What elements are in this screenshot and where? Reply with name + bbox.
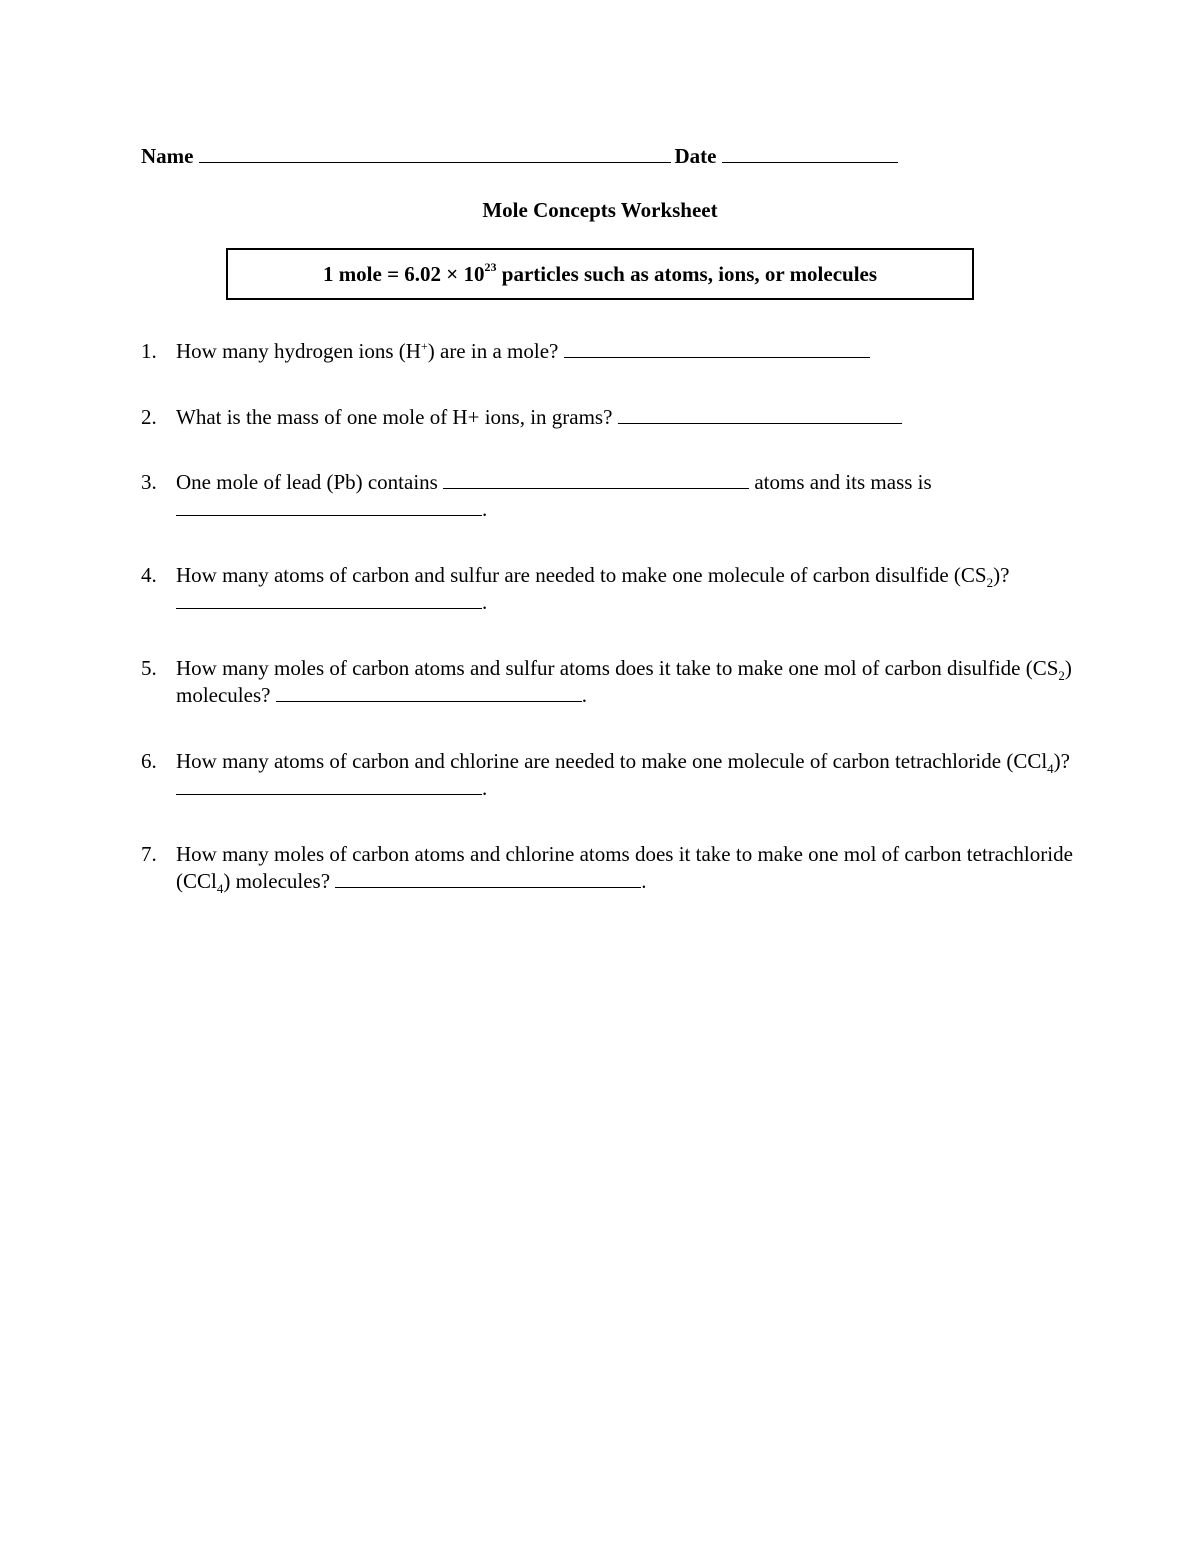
question-text: How many moles of carbon atoms and sulfur atoms does it take to make one mol of carbon disulfide (CS: [176, 656, 1059, 680]
question-text: How many moles of carbon atoms and chlorine atoms does it take to make one mol of carbon tetrachloride (CCl: [176, 842, 1073, 893]
question-text: )?: [1053, 749, 1070, 773]
formula-subscript: 2: [986, 575, 994, 591]
answer-blank-line[interactable]: [618, 405, 902, 424]
question-text: What is the mass of one mole of H+ ions, in grams?: [176, 405, 618, 429]
formula-exponent: 23: [484, 260, 497, 274]
question-text: atoms and its mass is: [749, 470, 932, 494]
answer-blank-line[interactable]: [276, 683, 582, 702]
header-row: [141, 141, 898, 171]
question-number: 2.: [141, 405, 157, 429]
question-text: ) are in a mole?: [427, 339, 564, 363]
answer-blank-line[interactable]: [176, 590, 482, 609]
answer-blank-line[interactable]: [335, 869, 641, 888]
date-label: Date: [674, 144, 717, 168]
question-text: One mole of lead (Pb) contains: [176, 470, 444, 494]
question-5: [141, 655, 1081, 709]
question-text: )?: [993, 563, 1010, 587]
ion-charge: +: [420, 339, 428, 353]
answer-blank-line[interactable]: [176, 497, 482, 516]
question-number: 5.: [141, 656, 157, 680]
question-text: How many hydrogen ions (H: [176, 339, 421, 363]
name-blank-line[interactable]: [199, 142, 671, 163]
question-end: .: [482, 776, 488, 800]
worksheet-title: Mole Concepts Worksheet: [482, 198, 718, 222]
question-text: ) molecules?: [223, 869, 336, 893]
formula-subscript: 4: [216, 881, 224, 897]
formula-subscript: 2: [1058, 668, 1065, 684]
question-end: .: [581, 683, 587, 707]
question-end: .: [482, 497, 488, 521]
question-2: [141, 404, 1081, 431]
question-text: How many atoms of carbon and chlorine are needed to make one molecule of carbon tetrachloride (CCl: [176, 749, 1048, 773]
question-number: 4.: [141, 563, 157, 587]
question-end: .: [641, 869, 647, 893]
question-number: 1.: [141, 339, 157, 363]
question-4: [141, 562, 1081, 616]
question-text: How many atoms of carbon and sulfur are needed to make one molecule of carbon disulfide (CS: [176, 563, 987, 587]
formula-suffix: particles such as atoms, ions, or molecules: [496, 262, 878, 286]
question-text: ) molecules?: [176, 656, 1072, 707]
formula-box: [226, 248, 974, 300]
answer-blank-line[interactable]: [564, 339, 870, 358]
formula-prefix: 1 mole = 6.02 × 10: [322, 262, 485, 286]
answer-blank-line[interactable]: [176, 776, 482, 795]
answer-blank-line[interactable]: [443, 470, 749, 489]
question-number: 7.: [141, 842, 157, 866]
formula-subscript: 4: [1047, 761, 1054, 777]
question-number: 6.: [141, 749, 157, 773]
question-6: [141, 748, 1081, 802]
question-number: 3.: [141, 470, 157, 494]
name-label: Name: [141, 144, 194, 168]
question-7: [141, 841, 1081, 895]
date-blank-line[interactable]: [722, 142, 898, 163]
question-end: .: [482, 590, 488, 614]
question-1: [141, 338, 1081, 365]
question-3: [141, 469, 1081, 523]
